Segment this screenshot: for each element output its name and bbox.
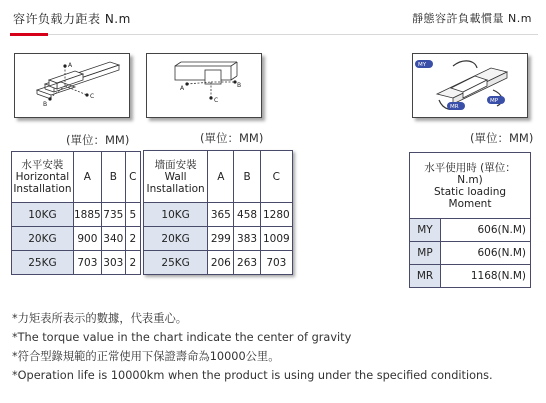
- table2-cell: 703: [260, 251, 292, 275]
- point-b-label: B: [43, 101, 48, 108]
- table3-cell: 606(N.M): [441, 242, 531, 265]
- table1-row-label: 25KG: [12, 251, 74, 275]
- header-divider: [10, 34, 538, 35]
- table1-col-c: C: [125, 152, 140, 203]
- table1-row-label: 10KG: [12, 203, 74, 227]
- page-title: 容许负载力距表 N.m: [13, 12, 131, 26]
- table2-cell: 1009: [260, 227, 292, 251]
- wall-installation-table: [143, 150, 293, 275]
- table2-cell: 1280: [260, 203, 292, 227]
- table3-cell: 1168(N.M): [441, 265, 531, 288]
- table2-cell: 365: [208, 203, 234, 227]
- table2-cell: 299: [208, 227, 234, 251]
- my-label: MY: [418, 62, 427, 68]
- table1-cell: 2: [125, 227, 140, 251]
- point-c-label: C: [214, 97, 219, 104]
- table1-cell: 1885: [73, 203, 101, 227]
- table2-cell: 383: [234, 227, 260, 251]
- table1-cell: 2: [125, 251, 140, 275]
- horizontal-installation-diagram: [14, 53, 130, 118]
- table1-col-b: B: [101, 152, 125, 203]
- wall-installation-diagram: [146, 53, 262, 118]
- table1-unit: (單位：MM): [66, 133, 130, 147]
- table2-row-label: 20KG: [144, 227, 208, 251]
- table1-cell: 900: [73, 227, 101, 251]
- static-load-title: 靜態容許負載慣量 N.m: [412, 12, 532, 25]
- point-c-label: C: [90, 93, 95, 100]
- table1-cell: 303: [101, 251, 125, 275]
- footnotes: [12, 309, 493, 385]
- static-moment-diagram: [412, 53, 528, 118]
- table2-col-c: C: [260, 151, 292, 203]
- mp-label: MP: [490, 98, 499, 104]
- table1-cell: 5: [125, 203, 140, 227]
- table2-header-label: 墻面安裝 Wall Installation: [144, 151, 208, 203]
- table3-row-label: MY: [410, 219, 441, 242]
- table1-header-label: 水平安裝 Horizontal Installation: [12, 152, 74, 203]
- table3-unit: (單位：MM): [470, 131, 534, 145]
- static-moment-table: [409, 152, 531, 288]
- header-accent-bar: [10, 33, 48, 36]
- table2-cell: 263: [234, 251, 260, 275]
- footnote: *The torque value in the chart indicate the center of gravity: [12, 331, 352, 344]
- table2-cell: 458: [234, 203, 260, 227]
- table1-cell: 340: [101, 227, 125, 251]
- table1-row-label: 20KG: [12, 227, 74, 251]
- table2-col-b: B: [234, 151, 260, 203]
- horizontal-table-container: [11, 151, 142, 277]
- footnote: *Operation life is 10000km when the product is using under the specified conditions.: [12, 369, 493, 382]
- mr-label: MR: [450, 104, 459, 110]
- horizontal-installation-table: [11, 151, 141, 275]
- table2-row-label: 10KG: [144, 203, 208, 227]
- table2-cell: 206: [208, 251, 234, 275]
- table1-cell: 703: [73, 251, 101, 275]
- table2-row-label: 25KG: [144, 251, 208, 275]
- point-b-label: B: [237, 82, 242, 89]
- table3-row-label: MP: [410, 242, 441, 265]
- table2-unit: (單位：MM): [200, 131, 264, 145]
- table3-header-label: 水平使用時 (單位： N.m) Static loading Moment: [410, 153, 531, 219]
- footnote: *力矩表所表示的數據，代表重心。: [12, 312, 188, 325]
- table3-row-label: MR: [410, 265, 441, 288]
- footnote: *符合型錄規範的正常使用下保證壽命為10000公里。: [12, 350, 280, 363]
- table3-cell: 606(N.M): [441, 219, 531, 242]
- table1-col-a: A: [73, 152, 101, 203]
- point-a-label: A: [180, 85, 185, 92]
- table2-col-a: A: [208, 151, 234, 203]
- point-a-label: A: [68, 62, 73, 69]
- table1-cell: 735: [101, 203, 125, 227]
